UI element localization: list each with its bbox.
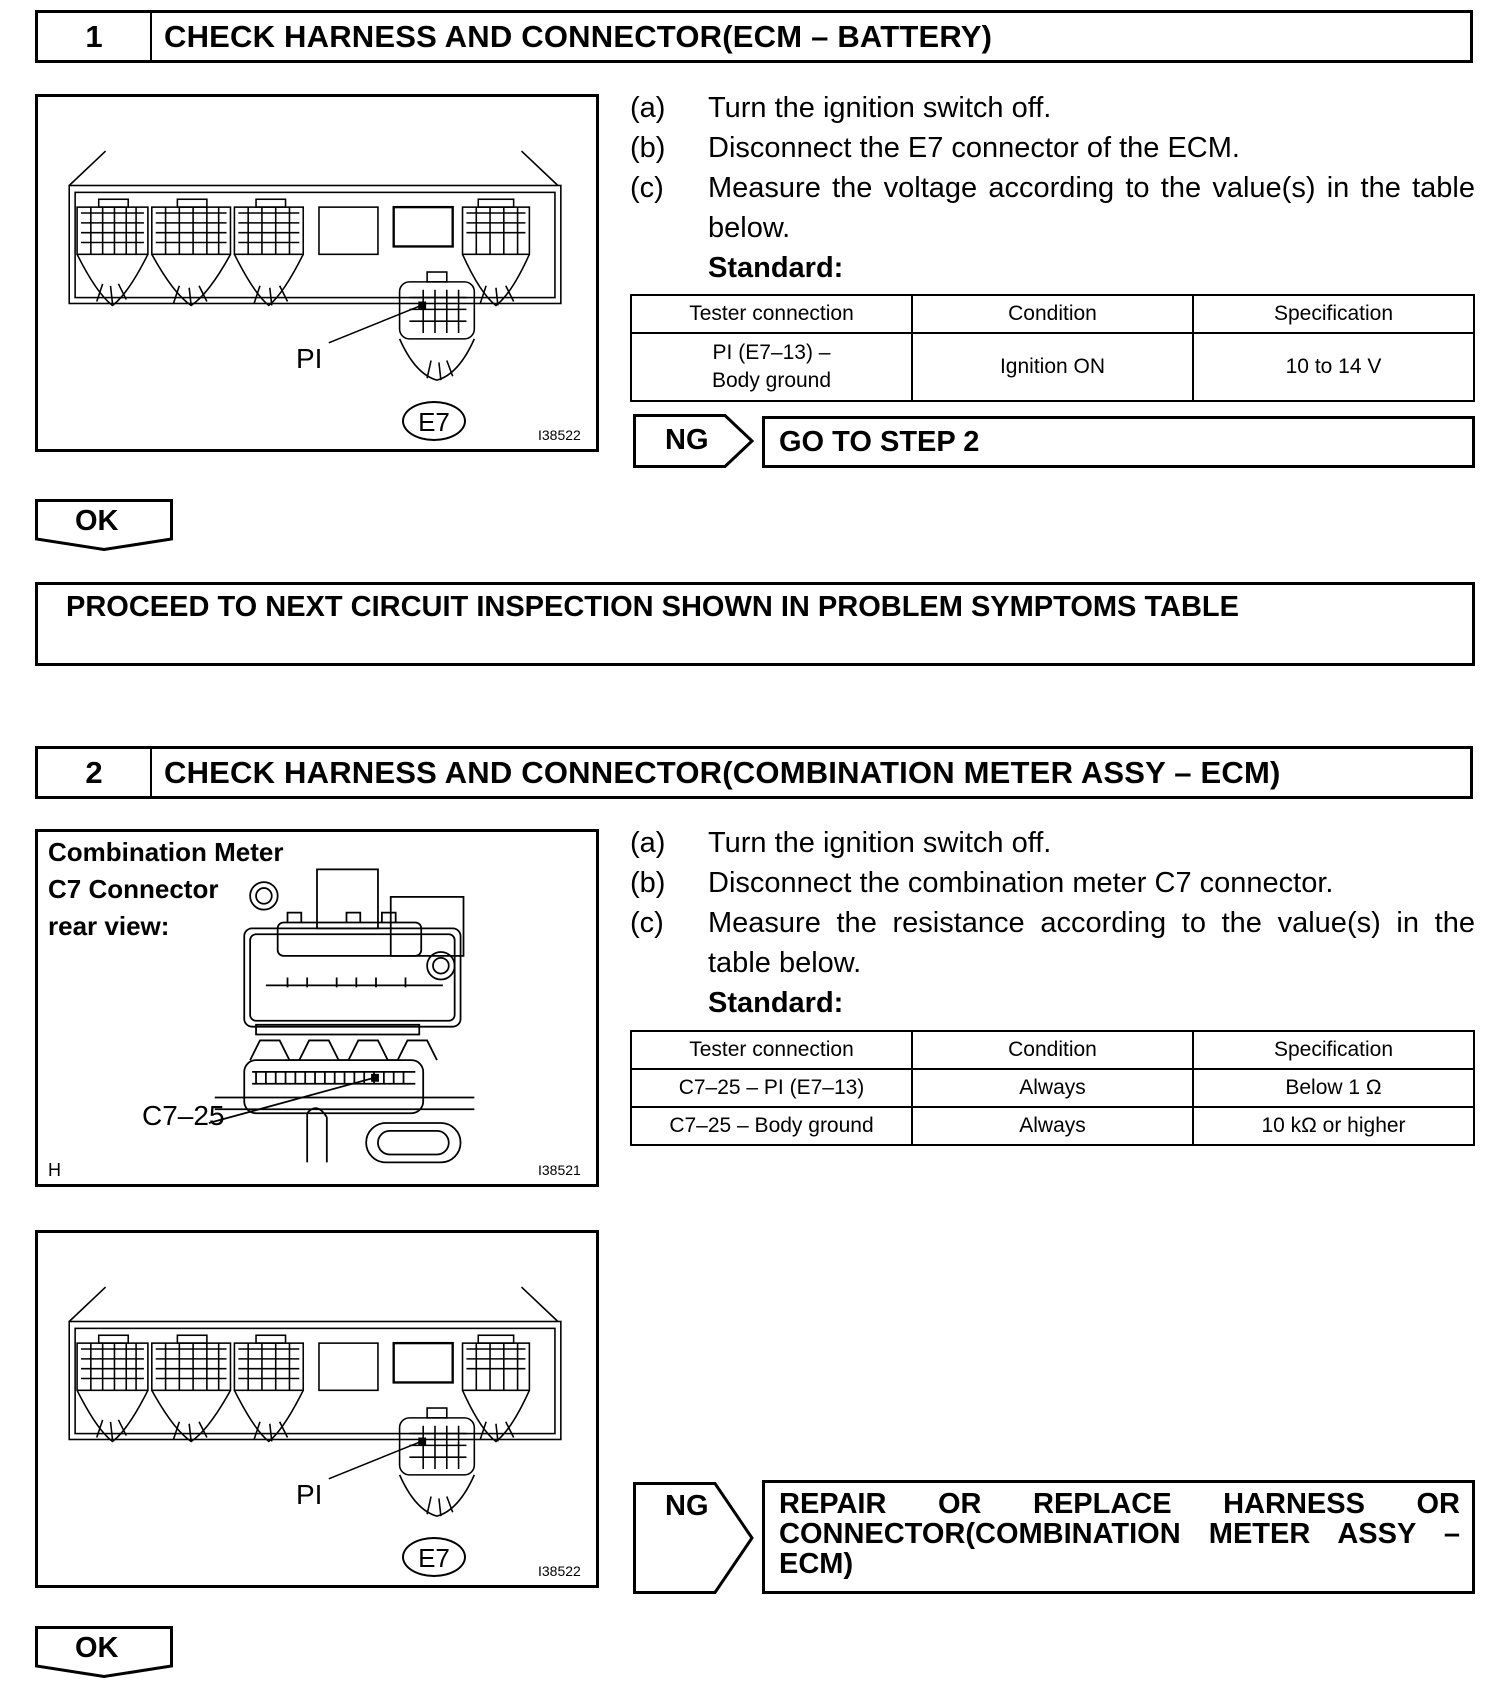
pin-label-c7-25: C7–25 <box>142 1100 225 1131</box>
caption-line: C7 Connector <box>48 874 219 904</box>
step-1-header <box>35 10 1473 63</box>
step-1-spec-table <box>630 294 1475 402</box>
pin-label-pi: PI <box>296 343 323 374</box>
table-header-cell: Condition <box>912 295 1193 333</box>
instruction-letter: (a) <box>630 827 666 859</box>
standard-label: Standard: <box>708 987 844 1019</box>
table-row <box>631 333 1474 401</box>
step-2-ng-arrow <box>633 1482 757 1594</box>
connector-label-e7: E7 <box>402 1537 466 1577</box>
step-2-spec-table <box>630 1030 1475 1146</box>
specification-cell: 10 to 14 V <box>1193 333 1474 401</box>
step-1-ok-arrow <box>35 499 173 551</box>
instruction-letter: (b) <box>630 132 666 164</box>
specification-cell: 10 kΩ or higher <box>1193 1107 1474 1145</box>
step-1-ng-action: GO TO STEP 2 <box>762 416 1475 468</box>
table-header-row <box>631 295 1474 333</box>
table-header-cell: Condition <box>912 1031 1193 1069</box>
instruction-letter: (c) <box>630 172 664 204</box>
instruction-text: Disconnect the E7 connector of the ECM. <box>708 132 1240 164</box>
ecm-connector-illustration <box>38 1233 596 1585</box>
figure-caption <box>48 834 283 945</box>
proceed-box: PROCEED TO NEXT CIRCUIT INSPECTION SHOWN IN PROBLEM SYMPTOMS TABLE <box>35 582 1475 666</box>
figure-id: I38521 <box>538 1162 581 1178</box>
table-row <box>631 1069 1474 1107</box>
caption-line: rear view: <box>48 911 170 941</box>
step-2-meter-figure <box>35 829 599 1187</box>
tester-connection-line: Body ground <box>711 369 832 392</box>
tester-connection-cell <box>631 333 912 401</box>
step-2-title: CHECK HARNESS AND CONNECTOR(COMBINATION METER ASSY – ECM) <box>164 754 1281 790</box>
connector-label-e7: E7 <box>402 401 466 441</box>
step-1-ecm-figure <box>35 94 599 452</box>
standard-label: Standard: <box>708 252 844 284</box>
ng-label: NG <box>665 1490 709 1522</box>
step-2-instructions <box>630 823 1475 1023</box>
corner-mark: H <box>48 1160 61 1180</box>
tester-connection-cell: C7–25 – PI (E7–13) <box>631 1069 912 1107</box>
step-1-title: CHECK HARNESS AND CONNECTOR(ECM – BATTERY) <box>164 18 993 54</box>
instruction-item <box>630 863 1475 903</box>
table-header-row <box>631 1031 1474 1069</box>
step-2-ng-action: REPAIR OR REPLACE HARNESS OR CONNECTOR(COMBINATION METER ASSY – ECM) <box>762 1480 1475 1594</box>
instruction-letter: (b) <box>630 867 666 899</box>
tester-connection-cell: C7–25 – Body ground <box>631 1107 912 1145</box>
instruction-text: Measure the voltage according to the value(s) in the table below. <box>708 172 1475 244</box>
ok-label: OK <box>75 505 119 537</box>
step-2-ok-arrow <box>35 1626 173 1678</box>
ecm-connector-illustration <box>38 97 596 449</box>
instruction-item <box>630 168 1475 248</box>
step-2-header <box>35 746 1473 799</box>
pin-label-pi: PI <box>296 1479 323 1510</box>
table-row <box>631 1107 1474 1145</box>
step-1-number: 1 <box>38 13 152 60</box>
step-1-instructions <box>630 88 1475 288</box>
condition-cell: Ignition ON <box>912 333 1193 401</box>
table-header-cell: Tester connection <box>631 295 912 333</box>
instruction-letter: (c) <box>630 907 664 939</box>
instruction-text: Disconnect the combination meter C7 connector. <box>708 867 1334 899</box>
condition-cell: Always <box>912 1069 1193 1107</box>
instruction-letter: (a) <box>630 92 666 124</box>
instruction-text: Turn the ignition switch off. <box>708 92 1052 124</box>
condition-cell: Always <box>912 1107 1193 1145</box>
ng-label: NG <box>665 424 709 456</box>
table-header-cell: Specification <box>1193 295 1474 333</box>
table-header-cell: Tester connection <box>631 1031 912 1069</box>
step-2-number: 2 <box>38 749 152 796</box>
instruction-text: Measure the resistance according to the value(s) in the table below. <box>708 907 1475 979</box>
table-header-cell: Specification <box>1193 1031 1474 1069</box>
specification-cell: Below 1 Ω <box>1193 1069 1474 1107</box>
instruction-text: Turn the ignition switch off. <box>708 827 1052 859</box>
instruction-item <box>630 823 1475 863</box>
ok-label: OK <box>75 1632 119 1664</box>
instruction-item <box>630 903 1475 983</box>
figure-id: I38522 <box>538 1563 581 1579</box>
tester-connection-line: PI (E7–13) – <box>712 341 831 364</box>
figure-id: I38522 <box>538 427 581 443</box>
caption-line: Combination Meter <box>48 837 284 867</box>
step-1-ng-arrow <box>633 414 757 468</box>
step-2-ecm-figure <box>35 1230 599 1588</box>
instruction-item <box>630 88 1475 128</box>
instruction-item <box>630 128 1475 168</box>
